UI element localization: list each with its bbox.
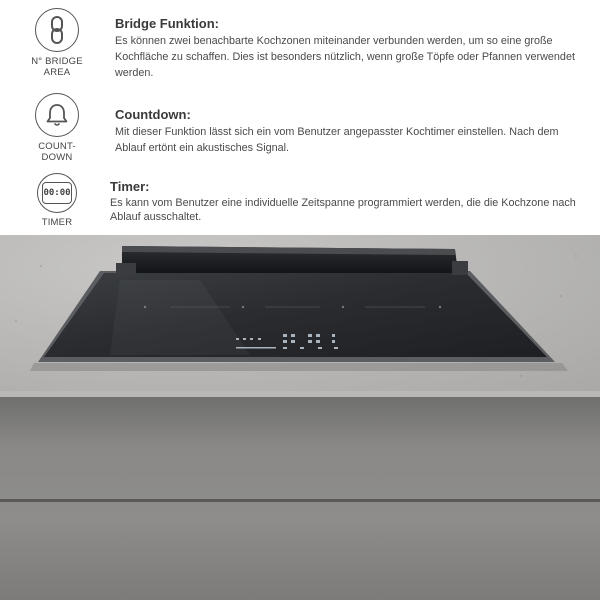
countdown-description: Mit dieser Funktion lässt sich ein vom Benutzer angepasster Kochtimer einstellen. Nach dem Ablauf ertönt ein akustisches Signal.	[115, 126, 559, 154]
bridge-text	[115, 16, 585, 81]
bridge-description: Es können zwei benachbarte Kochzonen miteinander verbunden werden, um so eine große Kochfläche zu schaffen. Dies ist besonders nützlich, wenn große Töpfe oder Pfannen verwendet werden.	[115, 35, 575, 79]
feature-bridge	[0, 8, 600, 88]
countdown-caption: COUNT- DOWN	[38, 141, 76, 163]
timer-text	[110, 179, 580, 224]
bridge-icon-column	[28, 8, 86, 78]
countdown-text	[115, 107, 585, 156]
timer-icon-column	[28, 173, 86, 228]
product-photo	[0, 235, 600, 600]
feature-timer	[0, 173, 600, 233]
bridge-title: Bridge Funktion:	[115, 16, 219, 31]
chain-link-icon	[35, 8, 79, 52]
countdown-title: Countdown:	[115, 107, 191, 122]
timer-description: Es kann vom Benutzer eine individuelle Zeitspanne programmiert werden, die die Kochzone nach Ablauf ausschaltet.	[110, 197, 576, 223]
bridge-caption: N° BRIDGE AREA	[31, 56, 83, 78]
timer-caption: TIMER	[41, 217, 73, 228]
countdown-icon-column	[28, 93, 86, 163]
clock-display: 00:00	[42, 182, 72, 204]
bell-icon	[35, 93, 79, 137]
feature-list	[0, 0, 600, 235]
clock-display-icon	[37, 173, 77, 213]
feature-countdown	[0, 93, 600, 168]
cooktop	[0, 235, 600, 600]
timer-title: Timer:	[110, 179, 150, 194]
